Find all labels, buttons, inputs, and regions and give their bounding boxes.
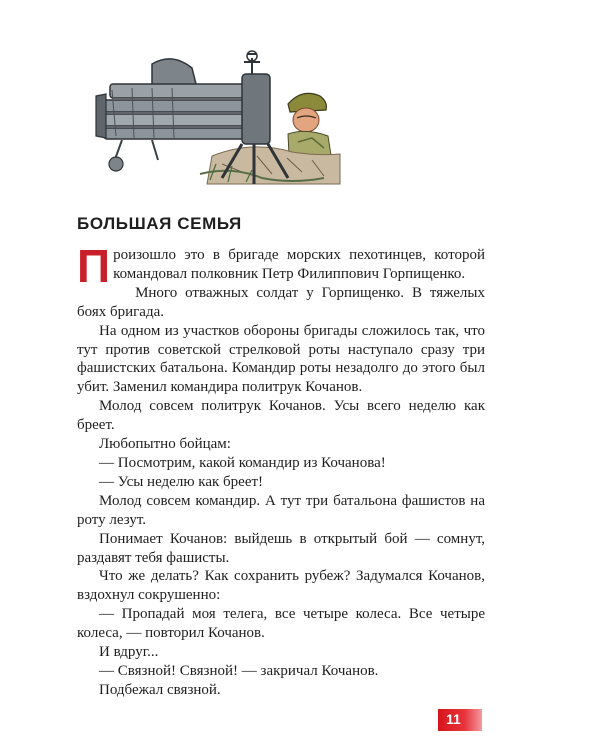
paragraph: Любопытно бойцам:	[99, 436, 231, 453]
paragraph: Понимает Кочанов: выйдешь в открытый бой — сомнут, раздавят тебя фашисты.	[77, 530, 485, 566]
article-body	[77, 240, 485, 700]
paragraph: — Связной! Связной! — закричал Кочанов.	[99, 662, 379, 679]
paragraph: Что же делать? Как сохранить рубеж? Задумался Кочанов, вздохнул сокрушенно:	[77, 568, 485, 604]
paragraph: Произошло это в бригаде морских пехотинцев, которой командовал полковник Петр Филиппович Горпищенко.	[77, 240, 485, 292]
paragraph: — Посмотрим, какой командир из Кочанова!	[99, 454, 386, 471]
page-number: 11	[446, 711, 461, 727]
paragraph: — Пропадай моя телега, все четыре колеса. Все четыре колеса, — повторил Кочанов.	[77, 606, 485, 642]
drop-cap: П	[77, 240, 111, 292]
paragraph: На одном из участков обороны бригады сложилось так, что тут против советской стрелковой роты наступало сразу три фашистских батальона. Командир роты незадолго до этого был убит. Заменил командира политрук Кочанов.	[77, 322, 485, 396]
paragraph: Молод совсем политрук Кочанов. Усы всего неделю как бреет.	[77, 398, 485, 434]
machine-gun-illustration	[92, 44, 342, 194]
paragraph: Подбежал связной.	[99, 681, 221, 698]
paragraph: Молод совсем командир. А тут три батальона фашистов на роту лезут.	[77, 492, 485, 528]
paragraph: Много отважных солдат у Горпищенко. В тяжелых боях бригада.	[77, 284, 485, 320]
paragraph: И вдруг...	[99, 644, 159, 661]
chapter-title: БОЛЬШАЯ СЕМЬЯ	[77, 214, 242, 233]
paragraph: — Усы неделю как бреет!	[99, 473, 264, 490]
